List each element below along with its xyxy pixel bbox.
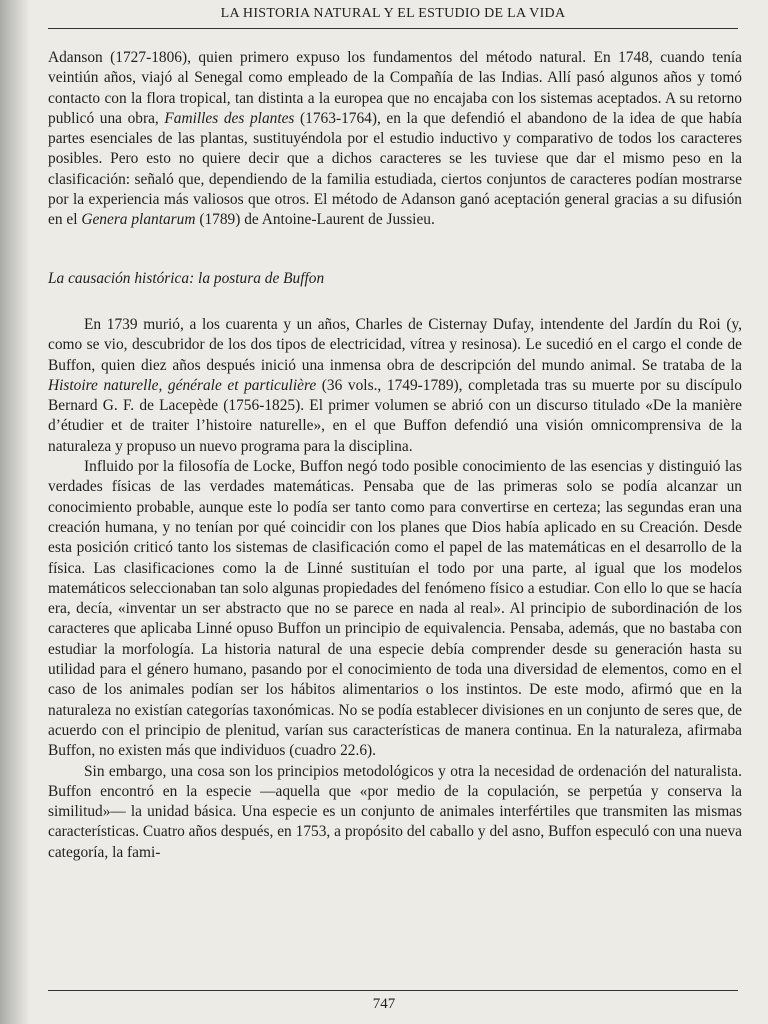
- paragraph-especie: Sin embargo, una cosa son los principios metodológicos y otra la necesidad de ordenación del naturalista. Buffon encontró en la especie —aquella que «por medio de la copulación, se perpetúa y conserva la similitud»— la unidad básica. Una especie es un conjunto de animales interfértiles que transmiten las mismas características. Cuatro años después, en 1753, a propósito del caballo y del asno, Buffon especuló con una nueva categoría, la fami-: [48, 762, 742, 861]
- book-title-histoire: Histoire naturelle, générale et particulière: [48, 376, 317, 394]
- section-heading: La causación histórica: la postura de Buffon: [48, 269, 325, 287]
- book-title-familles: Familles des plantes: [164, 109, 295, 127]
- paragraph-dufay: En 1739 murió, a los cuarenta y un años, Charles de Cisternay Dufay, intendente del Jardín du Roi (y, como se vio, descubridor de los dos tipos de electricidad, vítrea y resinosa). Le sucedió en el cargo el conde de Buffon, quien diez años después inició una inmensa obra de descripción del mundo animal. Se trataba de la Histoire naturelle, générale et particulière (36 vols., 1749-1789), completada tras su muerte por su discípulo Bernard G. F. de Lacepède (1756-1825). El primer volumen se abrió con un discurso titulado «De la manière d’étudier et de traiter l’histoire naturelle», en el que Buffon defendió una visión omnicomprensiva de la naturaleza y propuso un nuevo programa para la disciplina.: [48, 315, 742, 455]
- paragraph-locke: Influido por la filosofía de Locke, Buffon negó todo posible conocimiento de las esencias y distinguió las verdades físicas de las verdades matemáticas. Pensaba que de las primeras solo se podía alcanzar un conocimiento probable, aunque este lo podía ser tanto como para convertirse en certeza; las segundas eran una creación humana, y no tenían por qué coincidir con los planes que Dios había aplicado en su Creación. Desde esta posición criticó tanto los sistemas de clasificación como el papel de las matemáticas en el desarrollo de la física. Las clasificaciones como la de Linné sustituían el todo por una parte, al igual que los modelos matemáticos seleccionaban tan solo algunas propiedades del fenómeno físico a estudiar. Con ello lo que se hacía era, decía, «inventar un ser abstracto que no se parece en nada al real». Al principio de subordinación de los caracteres que aplicaba Linné opuso Buffon un principio de equivalencia. Pensaba, además, que no bastaba con estudiar la morfología. La historia natural de una especie debía comprender desde su generación hasta su utilidad para el género humano, pasando por el conocimiento de toda una diversidad de elementos, como en el caso de los animales podían ser los hábitos alimentarios o los instintos. De este modo, afirmó que en la naturaleza no existían categorías taxonómicas. No se podía establecer divisiones en un conjunto de seres que, de acuerdo con el principio de plenitud, varían sus características de manera continua. En la naturaleza, afirmaba Buffon, no existen más que individuos (cuadro 22.6).: [48, 458, 742, 760]
- body-text: [48, 48, 742, 863]
- page-number: 747: [372, 996, 396, 1012]
- running-head: LA HISTORIA NATURAL Y EL ESTUDIO DE LA VIDA: [220, 6, 566, 21]
- paragraph-adanson: Adanson (1727-1806), quien primero expuso los fundamentos del método natural. En 1748, cuando tenía veintiún años, viajó al Senegal como empleado de la Compañía de las Indias. Allí pasó algunos años y tomó contacto con la flora tropical, tan distinta a la europea que no encajaba con los sistemas aceptados. A su retorno publicó una obra, Familles des plantes (1763-1764), en la que defendió el abandono de la idea de que había partes esenciales de las plantas, sustituyéndola por el estudio inductivo y comparativo de todos los caracteres posibles. Pero esto no quiere decir que a dichos caracteres se les tuviese que dar el mismo peso en la clasificación: señaló que, dependiendo de la familia estudiada, ciertos conjuntos de caracteres podían mostrarse por la experiencia más valiosos que otros. El método de Adanson ganó aceptación general gracias a su difusión en el Genera plantarum (1789) de Antoine-Laurent de Jussieu.: [48, 49, 743, 229]
- footer-rule: [48, 990, 738, 991]
- book-title-genera: Genera plantarum: [81, 211, 196, 229]
- header-rule: [48, 28, 738, 29]
